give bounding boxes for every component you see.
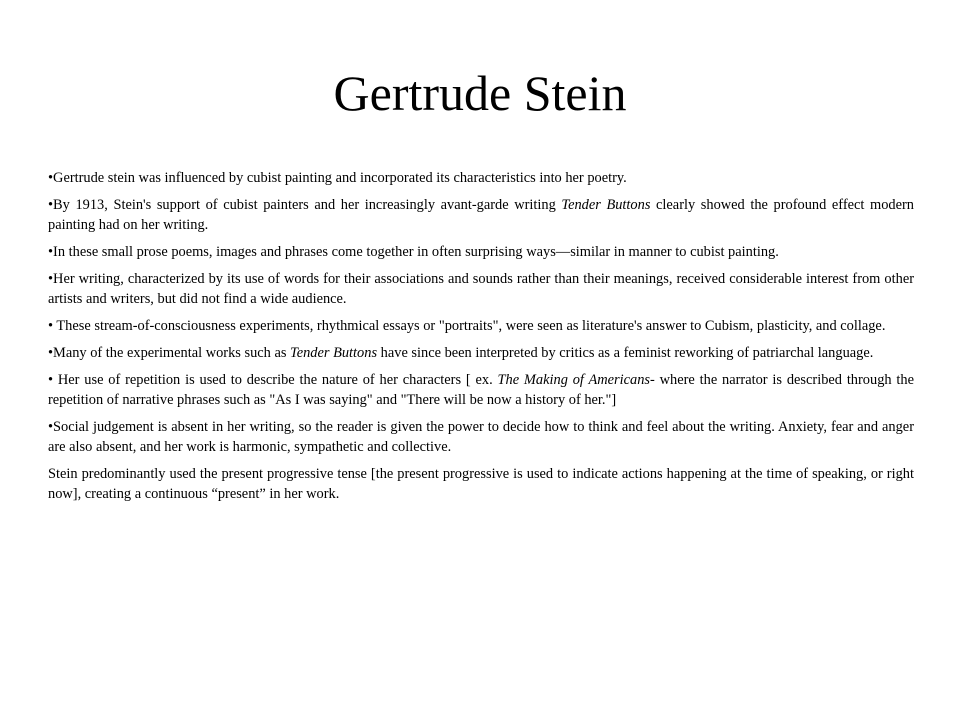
- paragraph-text: Stein predominantly used the present progressive tense [the present progressive is used to indicate actions happening at the time of speaking, or right now], creating a continuous “present” in her work.: [48, 466, 914, 502]
- body-paragraph: [48, 370, 914, 410]
- paragraph-text: have since been interpreted by critics as a feminist reworking of patriarchal language.: [377, 345, 874, 361]
- paragraph-text: - where the narrator is described through the repetition of narrative phrases such as "As I was saying" and "There will be now a history of her."]: [48, 372, 914, 408]
- italic-title-text: The Making of Americans: [497, 372, 651, 388]
- bullet-icon: •: [48, 170, 54, 186]
- bullet-icon: •: [48, 197, 54, 213]
- paragraph-text: By 1913, Stein's support of cubist painters and her increasingly avant-garde writing: [53, 197, 562, 213]
- body-paragraph: [48, 464, 914, 504]
- bullet-icon: •: [48, 244, 54, 260]
- slide-title: Gertrude Stein: [333, 65, 627, 121]
- paragraph-text: Her use of repetition is used to describe the nature of her characters [ ex.: [53, 372, 498, 388]
- paragraph-text: clearly showed the profound effect modern painting had on her writing.: [48, 197, 914, 233]
- paragraph-text: In these small prose poems, images and phrases come together in often surprising ways—similar in manner to cubist painting.: [53, 244, 779, 260]
- body-paragraph: [48, 343, 914, 363]
- paragraph-text: These stream-of-consciousness experiments, rhythmical essays or "portraits", were seen as literature's answer to Cubism, plasticity, and collage.: [53, 318, 886, 334]
- slide-body: [48, 168, 914, 511]
- paragraph-text: Many of the experimental works such as: [53, 345, 291, 361]
- body-paragraph: [48, 269, 914, 309]
- bullet-icon: •: [48, 318, 54, 334]
- bullet-icon: •: [48, 271, 54, 287]
- italic-title-text: Tender Buttons: [561, 197, 651, 213]
- paragraph-text: Social judgement is absent in her writing, so the reader is given the power to decide how to think and feel about the writing. Anxiety, fear and anger are also absent, and her work is harmonic, sympathetic and collective.: [48, 419, 914, 455]
- body-paragraph: [48, 168, 914, 188]
- paragraph-text: Her writing, characterized by its use of words for their associations and sounds rather than their meanings, received considerable interest from other artists and writers, but did not find a wide audience.: [48, 271, 914, 307]
- body-paragraph: [48, 316, 914, 336]
- body-paragraph: [48, 195, 914, 235]
- body-paragraph: [48, 417, 914, 457]
- body-paragraph: [48, 242, 914, 262]
- bullet-icon: •: [48, 372, 54, 388]
- bullet-icon: •: [48, 419, 54, 435]
- bullet-icon: •: [48, 345, 54, 361]
- paragraph-text: Gertrude stein was influenced by cubist painting and incorporated its characteristics into her poetry.: [53, 170, 627, 186]
- italic-title-text: Tender Buttons: [290, 345, 378, 361]
